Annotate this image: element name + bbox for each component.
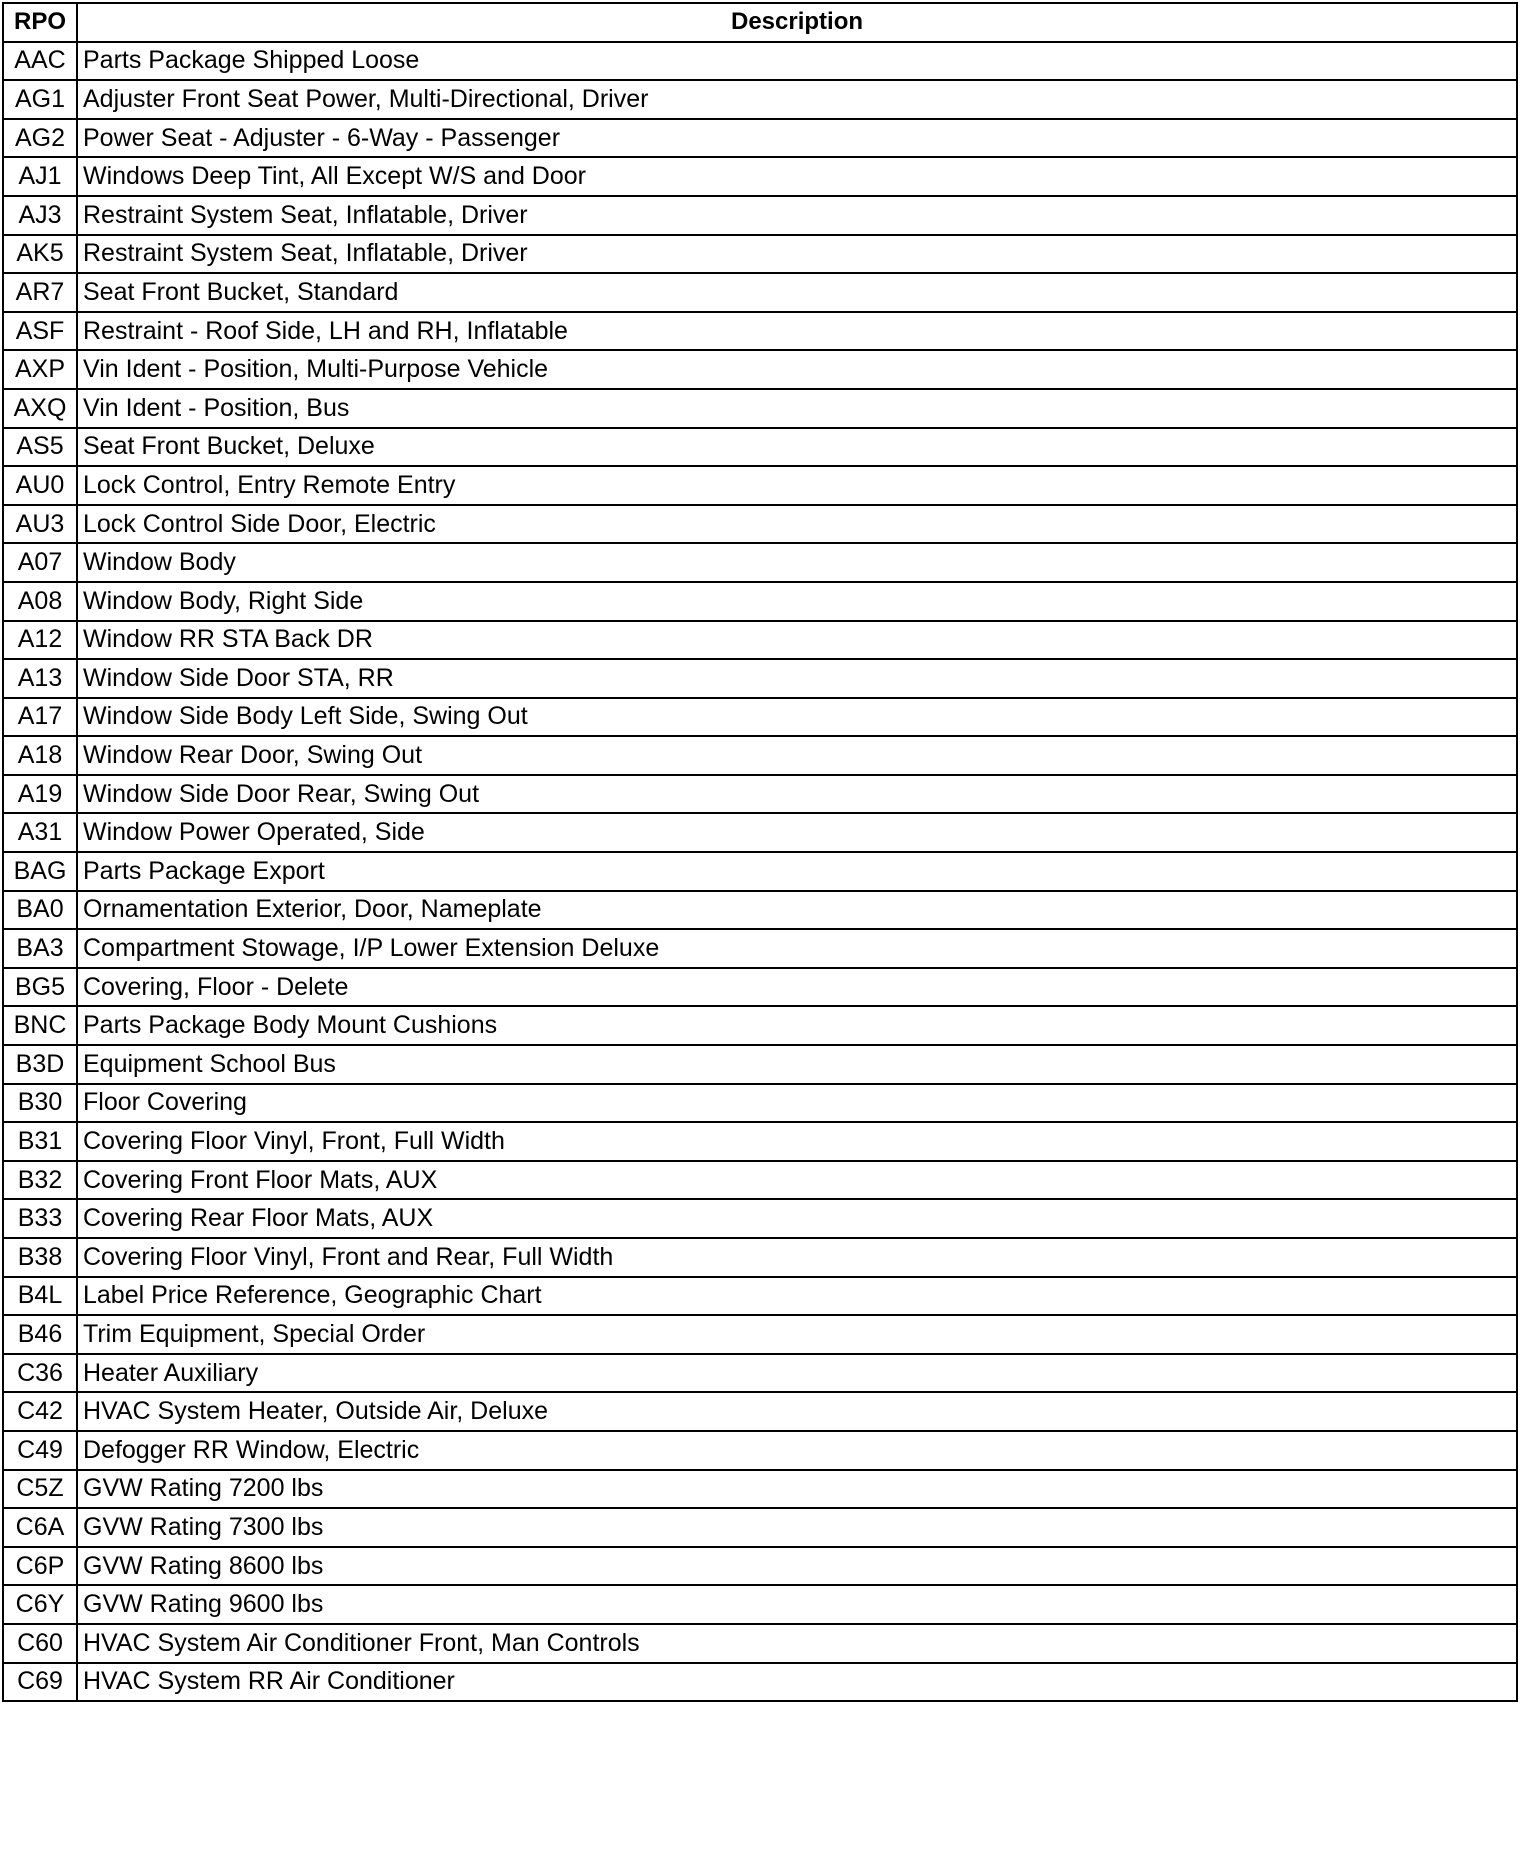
rpo-code-cell: A13 (3, 659, 77, 698)
table-row (3, 1431, 1517, 1470)
table-row (3, 775, 1517, 814)
rpo-code-cell: C60 (3, 1624, 77, 1663)
rpo-column-header: RPO (3, 3, 77, 42)
rpo-code-cell: AK5 (3, 235, 77, 274)
table-row (3, 1122, 1517, 1161)
table-row (3, 1508, 1517, 1547)
description-cell: Window Side Body Left Side, Swing Out (77, 698, 1517, 737)
rpo-code-cell: C6A (3, 1508, 77, 1547)
table-row (3, 968, 1517, 1007)
rpo-code-cell: BA0 (3, 891, 77, 930)
rpo-code-cell: B32 (3, 1161, 77, 1200)
table-row (3, 80, 1517, 119)
rpo-code-cell: C49 (3, 1431, 77, 1470)
table-body (3, 42, 1517, 1702)
description-cell: Restraint System Seat, Inflatable, Driver (77, 196, 1517, 235)
table-row (3, 698, 1517, 737)
description-cell: Window RR STA Back DR (77, 621, 1517, 660)
rpo-code-cell: C6P (3, 1547, 77, 1586)
table-row (3, 350, 1517, 389)
table-row (3, 813, 1517, 852)
rpo-code-cell: B46 (3, 1315, 77, 1354)
rpo-code-cell: AJ3 (3, 196, 77, 235)
description-cell: Vin Ident - Position, Multi-Purpose Vehicle (77, 350, 1517, 389)
description-cell: Lock Control, Entry Remote Entry (77, 466, 1517, 505)
rpo-code-cell: A19 (3, 775, 77, 814)
rpo-code-cell: BG5 (3, 968, 77, 1007)
rpo-code-cell: AG2 (3, 119, 77, 158)
table-row (3, 119, 1517, 158)
description-cell: Label Price Reference, Geographic Chart (77, 1277, 1517, 1316)
description-cell: Defogger RR Window, Electric (77, 1431, 1517, 1470)
table-row (3, 1663, 1517, 1702)
description-cell: Window Power Operated, Side (77, 813, 1517, 852)
description-column-header: Description (77, 3, 1517, 42)
description-cell: Covering Floor Vinyl, Front, Full Width (77, 1122, 1517, 1161)
rpo-code-cell: AU0 (3, 466, 77, 505)
description-cell: Ornamentation Exterior, Door, Nameplate (77, 891, 1517, 930)
table-row (3, 1199, 1517, 1238)
description-cell: Parts Package Body Mount Cushions (77, 1006, 1517, 1045)
description-cell: Seat Front Bucket, Standard (77, 273, 1517, 312)
rpo-code-cell: AXQ (3, 389, 77, 428)
description-cell: GVW Rating 9600 lbs (77, 1585, 1517, 1624)
rpo-code-cell: B38 (3, 1238, 77, 1277)
table-row (3, 312, 1517, 351)
description-cell: Adjuster Front Seat Power, Multi-Directional, Driver (77, 80, 1517, 119)
rpo-code-cell: B33 (3, 1199, 77, 1238)
rpo-code-cell: AU3 (3, 505, 77, 544)
rpo-code-cell: C6Y (3, 1585, 77, 1624)
description-cell: Lock Control Side Door, Electric (77, 505, 1517, 544)
description-cell: GVW Rating 7300 lbs (77, 1508, 1517, 1547)
description-cell: Covering Rear Floor Mats, AUX (77, 1199, 1517, 1238)
description-cell: Covering Floor Vinyl, Front and Rear, Full Width (77, 1238, 1517, 1277)
description-cell: Compartment Stowage, I/P Lower Extension Deluxe (77, 929, 1517, 968)
rpo-code-cell: C42 (3, 1392, 77, 1431)
table-row (3, 1277, 1517, 1316)
description-cell: Power Seat - Adjuster - 6-Way - Passenger (77, 119, 1517, 158)
description-cell: Window Rear Door, Swing Out (77, 736, 1517, 775)
rpo-code-cell: ASF (3, 312, 77, 351)
table-row (3, 1315, 1517, 1354)
table-row (3, 157, 1517, 196)
table-row (3, 1006, 1517, 1045)
table-row (3, 1624, 1517, 1663)
description-cell: HVAC System Heater, Outside Air, Deluxe (77, 1392, 1517, 1431)
description-cell: Window Body (77, 543, 1517, 582)
description-cell: Window Side Door Rear, Swing Out (77, 775, 1517, 814)
description-cell: Restraint - Roof Side, LH and RH, Inflatable (77, 312, 1517, 351)
description-cell: Heater Auxiliary (77, 1354, 1517, 1393)
rpo-code-cell: A07 (3, 543, 77, 582)
description-cell: Parts Package Export (77, 852, 1517, 891)
table-row (3, 196, 1517, 235)
table-row (3, 505, 1517, 544)
rpo-code-cell: A08 (3, 582, 77, 621)
table-row (3, 1470, 1517, 1509)
description-cell: Window Body, Right Side (77, 582, 1517, 621)
table-row (3, 543, 1517, 582)
table-row (3, 852, 1517, 891)
rpo-code-cell: B30 (3, 1084, 77, 1123)
rpo-code-cell: AAC (3, 42, 77, 81)
description-cell: Parts Package Shipped Loose (77, 42, 1517, 81)
table-row (3, 1392, 1517, 1431)
table-row (3, 582, 1517, 621)
description-cell: GVW Rating 8600 lbs (77, 1547, 1517, 1586)
rpo-code-cell: B3D (3, 1045, 77, 1084)
table-row (3, 929, 1517, 968)
description-cell: HVAC System Air Conditioner Front, Man Controls (77, 1624, 1517, 1663)
description-cell: Covering, Floor - Delete (77, 968, 1517, 1007)
description-cell: Vin Ident - Position, Bus (77, 389, 1517, 428)
rpo-code-cell: B31 (3, 1122, 77, 1161)
rpo-code-cell: C5Z (3, 1470, 77, 1509)
table-row (3, 42, 1517, 81)
header-row (3, 3, 1517, 42)
table-row (3, 1585, 1517, 1624)
rpo-code-cell: AXP (3, 350, 77, 389)
rpo-code-cell: BAG (3, 852, 77, 891)
rpo-code-cell: A12 (3, 621, 77, 660)
rpo-code-cell: AS5 (3, 428, 77, 467)
table-row (3, 1084, 1517, 1123)
description-cell: Covering Front Floor Mats, AUX (77, 1161, 1517, 1200)
table-row (3, 1045, 1517, 1084)
rpo-code-cell: AG1 (3, 80, 77, 119)
table-row (3, 736, 1517, 775)
rpo-table (2, 2, 1518, 1702)
description-cell: Floor Covering (77, 1084, 1517, 1123)
rpo-code-cell: BA3 (3, 929, 77, 968)
description-cell: Restraint System Seat, Inflatable, Driver (77, 235, 1517, 274)
table-row (3, 659, 1517, 698)
rpo-code-cell: AR7 (3, 273, 77, 312)
table-row (3, 235, 1517, 274)
table-row (3, 1238, 1517, 1277)
description-cell: GVW Rating 7200 lbs (77, 1470, 1517, 1509)
description-cell: Seat Front Bucket, Deluxe (77, 428, 1517, 467)
table-row (3, 621, 1517, 660)
rpo-code-cell: A31 (3, 813, 77, 852)
table-row (3, 389, 1517, 428)
table-row (3, 1161, 1517, 1200)
rpo-code-cell: B4L (3, 1277, 77, 1316)
rpo-code-cell: A18 (3, 736, 77, 775)
table-row (3, 466, 1517, 505)
rpo-code-cell: C69 (3, 1663, 77, 1702)
rpo-code-cell: AJ1 (3, 157, 77, 196)
description-cell: HVAC System RR Air Conditioner (77, 1663, 1517, 1702)
rpo-code-cell: A17 (3, 698, 77, 737)
table-row (3, 891, 1517, 930)
table-row (3, 1547, 1517, 1586)
description-cell: Windows Deep Tint, All Except W/S and Door (77, 157, 1517, 196)
table-row (3, 1354, 1517, 1393)
rpo-code-cell: BNC (3, 1006, 77, 1045)
table-row (3, 428, 1517, 467)
description-cell: Equipment School Bus (77, 1045, 1517, 1084)
description-cell: Window Side Door STA, RR (77, 659, 1517, 698)
description-cell: Trim Equipment, Special Order (77, 1315, 1517, 1354)
rpo-code-cell: C36 (3, 1354, 77, 1393)
table-row (3, 273, 1517, 312)
